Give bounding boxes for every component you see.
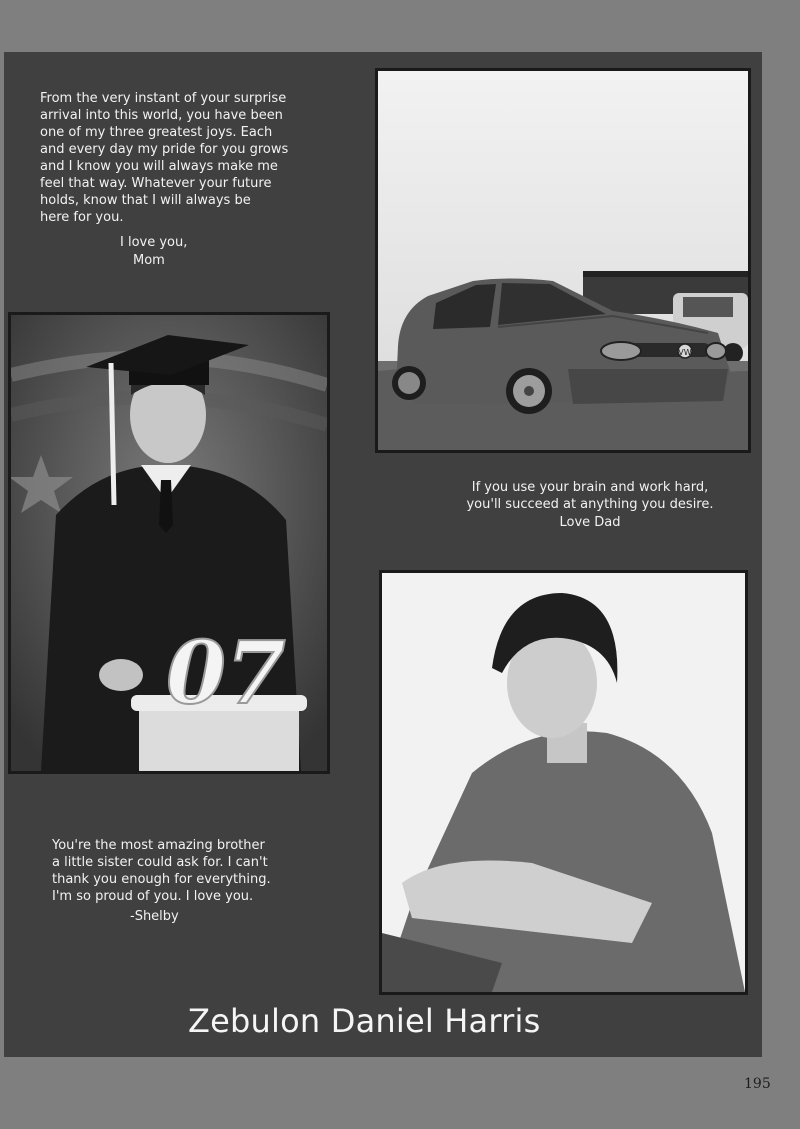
graduation-photo	[8, 312, 330, 774]
car-photo	[375, 68, 751, 453]
dad-message: If you use your brain and work hard, you'll succeed at anything you desire.	[466, 480, 714, 512]
student-name: Zebulon Daniel Harris	[188, 1002, 541, 1040]
car-photo-illustration	[378, 71, 748, 450]
dad-signature: Love Dad	[559, 515, 621, 530]
mom-signature: Mom	[133, 253, 165, 268]
graduation-year: 07	[166, 623, 286, 724]
mom-signoff: I love you,	[120, 235, 188, 250]
sister-message: You're the most amazing brother a little sister could ask for. I can't thank you enough for everything. I'm so proud of you. I love you.	[52, 838, 271, 904]
page-number: 195	[744, 1076, 771, 1092]
mom-message: From the very instant of your surprise arrival into this world, you have been one of my three greatest joys. Each and every day my pride for you grows and I know you will always make me feel that way. Whatever your future holds, know that I will always be here for you.	[40, 91, 289, 225]
sister-signature: -Shelby	[130, 909, 179, 924]
svg-text:VW: VW	[678, 348, 692, 357]
graduation-photo-illustration	[11, 315, 327, 771]
portrait-photo	[379, 570, 748, 995]
portrait-photo-illustration	[382, 573, 745, 992]
